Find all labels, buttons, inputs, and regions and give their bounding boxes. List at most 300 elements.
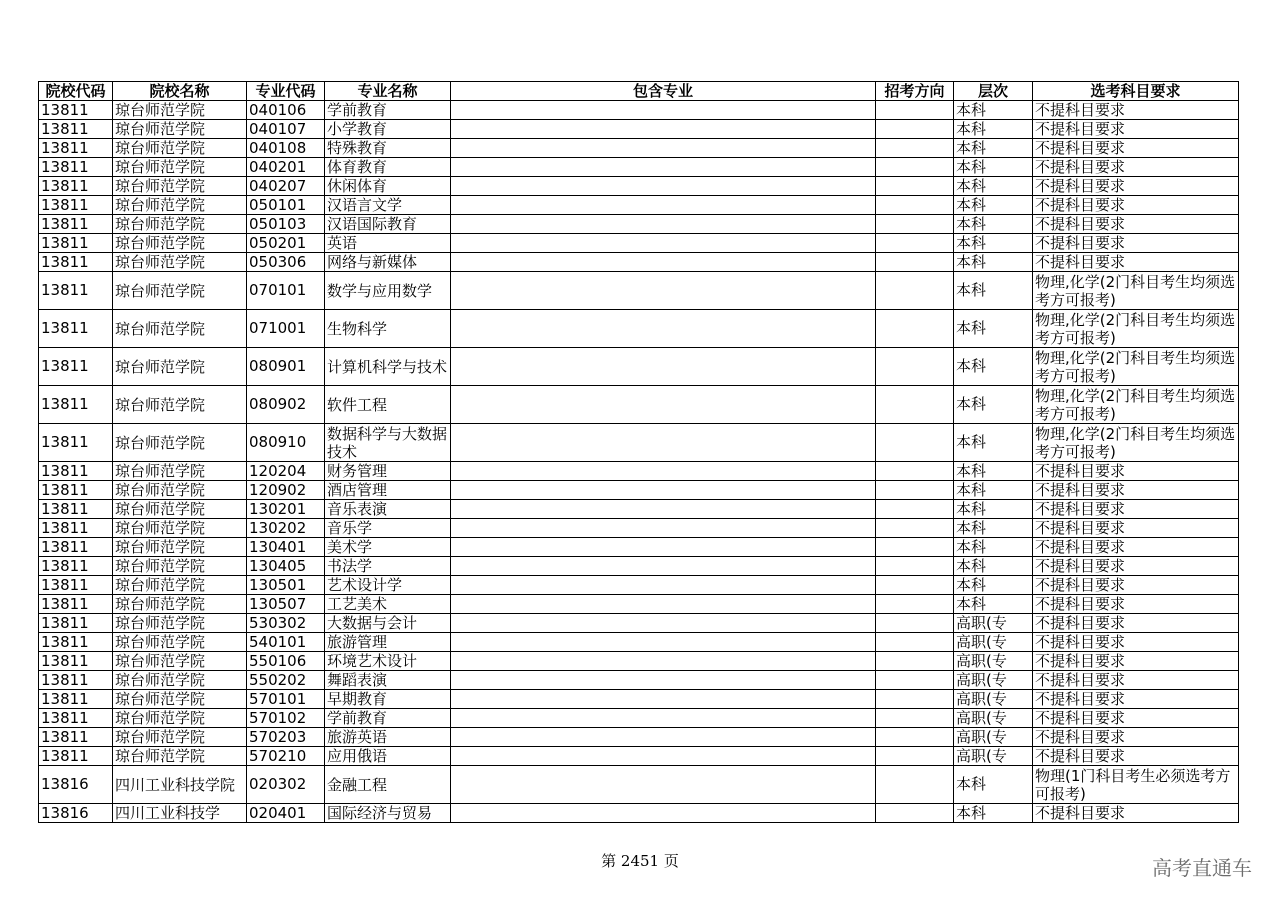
major-name-cell: 环境艺术设计: [325, 652, 451, 671]
major-name-cell: 学前教育: [325, 709, 451, 728]
direction-cell: [876, 576, 954, 595]
direction-cell: [876, 481, 954, 500]
table-row: [39, 538, 1239, 557]
level-cell: 高职(专: [954, 652, 1033, 671]
included-majors-cell: [451, 557, 876, 576]
school-code-cell: 13811: [39, 728, 113, 747]
requirement-cell: 物理(1门科目考生必须选考方可报考): [1033, 766, 1239, 804]
included-majors-cell: [451, 139, 876, 158]
direction-cell: [876, 595, 954, 614]
table-row: [39, 215, 1239, 234]
school-name-cell: 琼台师范学院: [113, 614, 247, 633]
included-majors-cell: [451, 500, 876, 519]
major-code-cell: 120902: [247, 481, 325, 500]
major-name-cell: 财务管理: [325, 462, 451, 481]
table-row: [39, 804, 1239, 823]
included-majors-cell: [451, 766, 876, 804]
table-row: [39, 576, 1239, 595]
requirement-cell: 不提科目要求: [1033, 671, 1239, 690]
school-code-cell: 13811: [39, 348, 113, 386]
direction-cell: [876, 158, 954, 177]
major-code-cell: 550106: [247, 652, 325, 671]
requirement-cell: 不提科目要求: [1033, 215, 1239, 234]
school-code-cell: 13811: [39, 557, 113, 576]
level-cell: 本科: [954, 481, 1033, 500]
major-code-cell: 050101: [247, 196, 325, 215]
major-code-cell: 050103: [247, 215, 325, 234]
major-name-cell: 工艺美术: [325, 595, 451, 614]
direction-cell: [876, 177, 954, 196]
level-cell: 高职(专: [954, 633, 1033, 652]
column-header: 专业名称: [325, 82, 451, 101]
included-majors-cell: [451, 576, 876, 595]
major-name-cell: 软件工程: [325, 386, 451, 424]
requirement-cell: 不提科目要求: [1033, 101, 1239, 120]
major-name-cell: 生物科学: [325, 310, 451, 348]
school-name-cell: 琼台师范学院: [113, 747, 247, 766]
table-row: [39, 633, 1239, 652]
level-cell: 本科: [954, 196, 1033, 215]
direction-cell: [876, 234, 954, 253]
school-code-cell: 13811: [39, 215, 113, 234]
school-name-cell: 琼台师范学院: [113, 709, 247, 728]
included-majors-cell: [451, 728, 876, 747]
table-row: [39, 177, 1239, 196]
major-code-cell: 570210: [247, 747, 325, 766]
school-name-cell: 琼台师范学院: [113, 633, 247, 652]
major-code-cell: 130501: [247, 576, 325, 595]
direction-cell: [876, 215, 954, 234]
column-header: 选考科目要求: [1033, 82, 1239, 101]
included-majors-cell: [451, 690, 876, 709]
major-name-cell: 艺术设计学: [325, 576, 451, 595]
school-name-cell: 琼台师范学院: [113, 272, 247, 310]
major-code-cell: 550202: [247, 671, 325, 690]
table-row: [39, 462, 1239, 481]
requirement-cell: 不提科目要求: [1033, 234, 1239, 253]
requirement-cell: 不提科目要求: [1033, 139, 1239, 158]
major-name-cell: 体育教育: [325, 158, 451, 177]
requirement-cell: 不提科目要求: [1033, 728, 1239, 747]
requirement-cell: 不提科目要求: [1033, 690, 1239, 709]
requirement-cell: 不提科目要求: [1033, 538, 1239, 557]
table-row: [39, 595, 1239, 614]
school-name-cell: 琼台师范学院: [113, 576, 247, 595]
table-row: [39, 614, 1239, 633]
school-code-cell: 13811: [39, 709, 113, 728]
table-row: [39, 196, 1239, 215]
included-majors-cell: [451, 709, 876, 728]
level-cell: 本科: [954, 500, 1033, 519]
school-name-cell: 琼台师范学院: [113, 500, 247, 519]
requirement-cell: 不提科目要求: [1033, 557, 1239, 576]
included-majors-cell: [451, 120, 876, 139]
major-name-cell: 音乐学: [325, 519, 451, 538]
included-majors-cell: [451, 215, 876, 234]
requirement-cell: 不提科目要求: [1033, 500, 1239, 519]
school-code-cell: 13811: [39, 158, 113, 177]
level-cell: 高职(专: [954, 747, 1033, 766]
major-name-cell: 早期教育: [325, 690, 451, 709]
school-code-cell: 13811: [39, 671, 113, 690]
major-code-cell: 040201: [247, 158, 325, 177]
included-majors-cell: [451, 386, 876, 424]
header-row: [39, 82, 1239, 101]
school-name-cell: 琼台师范学院: [113, 386, 247, 424]
table-row: [39, 671, 1239, 690]
level-cell: 本科: [954, 139, 1033, 158]
school-code-cell: 13811: [39, 481, 113, 500]
school-code-cell: 13811: [39, 690, 113, 709]
column-header: 院校名称: [113, 82, 247, 101]
table-row: [39, 310, 1239, 348]
direction-cell: [876, 652, 954, 671]
included-majors-cell: [451, 595, 876, 614]
requirement-cell: 不提科目要求: [1033, 177, 1239, 196]
column-header: 院校代码: [39, 82, 113, 101]
major-name-cell: 小学教育: [325, 120, 451, 139]
level-cell: 本科: [954, 253, 1033, 272]
level-cell: 本科: [954, 804, 1033, 823]
school-name-cell: 琼台师范学院: [113, 671, 247, 690]
school-name-cell: 琼台师范学院: [113, 348, 247, 386]
school-name-cell: 琼台师范学院: [113, 215, 247, 234]
school-name-cell: 琼台师范学院: [113, 234, 247, 253]
school-name-cell: 琼台师范学院: [113, 139, 247, 158]
school-name-cell: 琼台师范学院: [113, 690, 247, 709]
direction-cell: [876, 709, 954, 728]
school-code-cell: 13811: [39, 595, 113, 614]
table-body: [39, 101, 1239, 823]
school-code-cell: 13811: [39, 747, 113, 766]
major-name-cell: 数据科学与大数据技术: [325, 424, 451, 462]
school-name-cell: 琼台师范学院: [113, 652, 247, 671]
table-row: [39, 709, 1239, 728]
major-name-cell: 大数据与会计: [325, 614, 451, 633]
included-majors-cell: [451, 538, 876, 557]
major-code-cell: 130401: [247, 538, 325, 557]
included-majors-cell: [451, 481, 876, 500]
requirement-cell: 物理,化学(2门科目考生均须选考方可报考): [1033, 310, 1239, 348]
direction-cell: [876, 538, 954, 557]
direction-cell: [876, 500, 954, 519]
column-header: 专业代码: [247, 82, 325, 101]
included-majors-cell: [451, 424, 876, 462]
direction-cell: [876, 633, 954, 652]
level-cell: 本科: [954, 177, 1033, 196]
major-code-cell: 130405: [247, 557, 325, 576]
major-code-cell: 120204: [247, 462, 325, 481]
requirement-cell: 物理,化学(2门科目考生均须选考方可报考): [1033, 348, 1239, 386]
included-majors-cell: [451, 747, 876, 766]
requirement-cell: 物理,化学(2门科目考生均须选考方可报考): [1033, 272, 1239, 310]
major-name-cell: 汉语国际教育: [325, 215, 451, 234]
major-name-cell: 学前教育: [325, 101, 451, 120]
table-row: [39, 120, 1239, 139]
table-row: [39, 728, 1239, 747]
direction-cell: [876, 614, 954, 633]
included-majors-cell: [451, 196, 876, 215]
major-code-cell: 570102: [247, 709, 325, 728]
level-cell: 本科: [954, 576, 1033, 595]
direction-cell: [876, 804, 954, 823]
included-majors-cell: [451, 177, 876, 196]
level-cell: 本科: [954, 386, 1033, 424]
requirement-cell: 不提科目要求: [1033, 747, 1239, 766]
requirement-cell: 不提科目要求: [1033, 652, 1239, 671]
school-name-cell: 四川工业科技学院: [113, 766, 247, 804]
major-code-cell: 050201: [247, 234, 325, 253]
major-code-cell: 020302: [247, 766, 325, 804]
column-header: 招考方向: [876, 82, 954, 101]
school-name-cell: 琼台师范学院: [113, 101, 247, 120]
level-cell: 本科: [954, 120, 1033, 139]
requirement-cell: 物理,化学(2门科目考生均须选考方可报考): [1033, 386, 1239, 424]
school-name-cell: 琼台师范学院: [113, 310, 247, 348]
table-row: [39, 424, 1239, 462]
table-row: [39, 253, 1239, 272]
major-code-cell: 570203: [247, 728, 325, 747]
included-majors-cell: [451, 234, 876, 253]
direction-cell: [876, 671, 954, 690]
major-name-cell: 酒店管理: [325, 481, 451, 500]
direction-cell: [876, 747, 954, 766]
level-cell: 高职(专: [954, 690, 1033, 709]
school-name-cell: 琼台师范学院: [113, 481, 247, 500]
included-majors-cell: [451, 158, 876, 177]
level-cell: 高职(专: [954, 671, 1033, 690]
school-code-cell: 13811: [39, 462, 113, 481]
school-name-cell: 琼台师范学院: [113, 253, 247, 272]
included-majors-cell: [451, 348, 876, 386]
major-name-cell: 应用俄语: [325, 747, 451, 766]
table-row: [39, 519, 1239, 538]
school-code-cell: 13811: [39, 538, 113, 557]
included-majors-cell: [451, 633, 876, 652]
major-name-cell: 汉语言文学: [325, 196, 451, 215]
level-cell: 本科: [954, 310, 1033, 348]
level-cell: 本科: [954, 462, 1033, 481]
school-name-cell: 琼台师范学院: [113, 158, 247, 177]
requirement-cell: 不提科目要求: [1033, 481, 1239, 500]
major-name-cell: 旅游管理: [325, 633, 451, 652]
direction-cell: [876, 386, 954, 424]
requirement-cell: 不提科目要求: [1033, 196, 1239, 215]
school-code-cell: 13811: [39, 576, 113, 595]
table-row: [39, 766, 1239, 804]
major-name-cell: 书法学: [325, 557, 451, 576]
level-cell: 本科: [954, 519, 1033, 538]
direction-cell: [876, 557, 954, 576]
included-majors-cell: [451, 652, 876, 671]
school-name-cell: 琼台师范学院: [113, 120, 247, 139]
included-majors-cell: [451, 671, 876, 690]
requirement-cell: 不提科目要求: [1033, 253, 1239, 272]
school-name-cell: 琼台师范学院: [113, 595, 247, 614]
major-name-cell: 舞蹈表演: [325, 671, 451, 690]
table-row: [39, 747, 1239, 766]
watermark-logo: 高考直通车: [1152, 856, 1252, 880]
major-name-cell: 特殊教育: [325, 139, 451, 158]
direction-cell: [876, 310, 954, 348]
table-row: [39, 386, 1239, 424]
school-code-cell: 13811: [39, 386, 113, 424]
table-row: [39, 652, 1239, 671]
school-code-cell: 13811: [39, 633, 113, 652]
requirement-cell: 物理,化学(2门科目考生均须选考方可报考): [1033, 424, 1239, 462]
school-name-cell: 琼台师范学院: [113, 728, 247, 747]
school-name-cell: 四川工业科技学: [113, 804, 247, 823]
table-row: [39, 139, 1239, 158]
school-code-cell: 13816: [39, 766, 113, 804]
table-row: [39, 557, 1239, 576]
requirement-cell: 不提科目要求: [1033, 633, 1239, 652]
major-code-cell: 040108: [247, 139, 325, 158]
school-code-cell: 13811: [39, 519, 113, 538]
major-code-cell: 530302: [247, 614, 325, 633]
school-code-cell: 13811: [39, 614, 113, 633]
included-majors-cell: [451, 253, 876, 272]
direction-cell: [876, 519, 954, 538]
level-cell: 高职(专: [954, 728, 1033, 747]
column-header: 层次: [954, 82, 1033, 101]
major-name-cell: 美术学: [325, 538, 451, 557]
major-code-cell: 040107: [247, 120, 325, 139]
school-name-cell: 琼台师范学院: [113, 196, 247, 215]
major-code-cell: 040207: [247, 177, 325, 196]
requirement-cell: 不提科目要求: [1033, 462, 1239, 481]
included-majors-cell: [451, 614, 876, 633]
column-header: 包含专业: [451, 82, 876, 101]
school-code-cell: 13811: [39, 424, 113, 462]
level-cell: 本科: [954, 424, 1033, 462]
admission-table: [38, 81, 1239, 823]
major-code-cell: 080901: [247, 348, 325, 386]
school-name-cell: 琼台师范学院: [113, 462, 247, 481]
direction-cell: [876, 462, 954, 481]
level-cell: 本科: [954, 215, 1033, 234]
school-code-cell: 13811: [39, 272, 113, 310]
major-code-cell: 080902: [247, 386, 325, 424]
included-majors-cell: [451, 310, 876, 348]
major-code-cell: 080910: [247, 424, 325, 462]
major-code-cell: 570101: [247, 690, 325, 709]
major-name-cell: 网络与新媒体: [325, 253, 451, 272]
requirement-cell: 不提科目要求: [1033, 158, 1239, 177]
requirement-cell: 不提科目要求: [1033, 804, 1239, 823]
school-name-cell: 琼台师范学院: [113, 557, 247, 576]
included-majors-cell: [451, 272, 876, 310]
major-name-cell: 数学与应用数学: [325, 272, 451, 310]
major-name-cell: 英语: [325, 234, 451, 253]
major-code-cell: 540101: [247, 633, 325, 652]
school-code-cell: 13811: [39, 500, 113, 519]
school-name-cell: 琼台师范学院: [113, 538, 247, 557]
school-code-cell: 13811: [39, 120, 113, 139]
included-majors-cell: [451, 804, 876, 823]
requirement-cell: 不提科目要求: [1033, 614, 1239, 633]
level-cell: 本科: [954, 595, 1033, 614]
major-code-cell: 071001: [247, 310, 325, 348]
table-row: [39, 101, 1239, 120]
level-cell: 本科: [954, 101, 1033, 120]
level-cell: 高职(专: [954, 614, 1033, 633]
direction-cell: [876, 101, 954, 120]
direction-cell: [876, 253, 954, 272]
requirement-cell: 不提科目要求: [1033, 595, 1239, 614]
direction-cell: [876, 139, 954, 158]
major-name-cell: 金融工程: [325, 766, 451, 804]
school-code-cell: 13811: [39, 177, 113, 196]
level-cell: 高职(专: [954, 709, 1033, 728]
direction-cell: [876, 348, 954, 386]
level-cell: 本科: [954, 348, 1033, 386]
included-majors-cell: [451, 101, 876, 120]
page-number: 第 2451 页: [601, 852, 679, 870]
level-cell: 本科: [954, 158, 1033, 177]
school-name-cell: 琼台师范学院: [113, 519, 247, 538]
direction-cell: [876, 690, 954, 709]
included-majors-cell: [451, 462, 876, 481]
school-code-cell: 13811: [39, 234, 113, 253]
level-cell: 本科: [954, 538, 1033, 557]
direction-cell: [876, 766, 954, 804]
direction-cell: [876, 120, 954, 139]
table-row: [39, 348, 1239, 386]
requirement-cell: 不提科目要求: [1033, 709, 1239, 728]
school-name-cell: 琼台师范学院: [113, 177, 247, 196]
included-majors-cell: [451, 519, 876, 538]
requirement-cell: 不提科目要求: [1033, 576, 1239, 595]
direction-cell: [876, 196, 954, 215]
table-row: [39, 500, 1239, 519]
school-code-cell: 13811: [39, 196, 113, 215]
major-name-cell: 旅游英语: [325, 728, 451, 747]
major-code-cell: 020401: [247, 804, 325, 823]
school-code-cell: 13811: [39, 310, 113, 348]
major-name-cell: 音乐表演: [325, 500, 451, 519]
direction-cell: [876, 272, 954, 310]
direction-cell: [876, 728, 954, 747]
requirement-cell: 不提科目要求: [1033, 120, 1239, 139]
school-code-cell: 13811: [39, 253, 113, 272]
level-cell: 本科: [954, 766, 1033, 804]
major-name-cell: 国际经济与贸易: [325, 804, 451, 823]
table-row: [39, 234, 1239, 253]
school-code-cell: 13811: [39, 139, 113, 158]
major-code-cell: 130507: [247, 595, 325, 614]
major-code-cell: 130202: [247, 519, 325, 538]
major-code-cell: 130201: [247, 500, 325, 519]
major-name-cell: 计算机科学与技术: [325, 348, 451, 386]
major-code-cell: 070101: [247, 272, 325, 310]
table-row: [39, 481, 1239, 500]
school-name-cell: 琼台师范学院: [113, 424, 247, 462]
school-code-cell: 13816: [39, 804, 113, 823]
requirement-cell: 不提科目要求: [1033, 519, 1239, 538]
major-name-cell: 休闲体育: [325, 177, 451, 196]
direction-cell: [876, 424, 954, 462]
table-row: [39, 158, 1239, 177]
table-row: [39, 690, 1239, 709]
level-cell: 本科: [954, 234, 1033, 253]
school-code-cell: 13811: [39, 101, 113, 120]
school-code-cell: 13811: [39, 652, 113, 671]
table-row: [39, 272, 1239, 310]
level-cell: 本科: [954, 557, 1033, 576]
level-cell: 本科: [954, 272, 1033, 310]
major-code-cell: 050306: [247, 253, 325, 272]
